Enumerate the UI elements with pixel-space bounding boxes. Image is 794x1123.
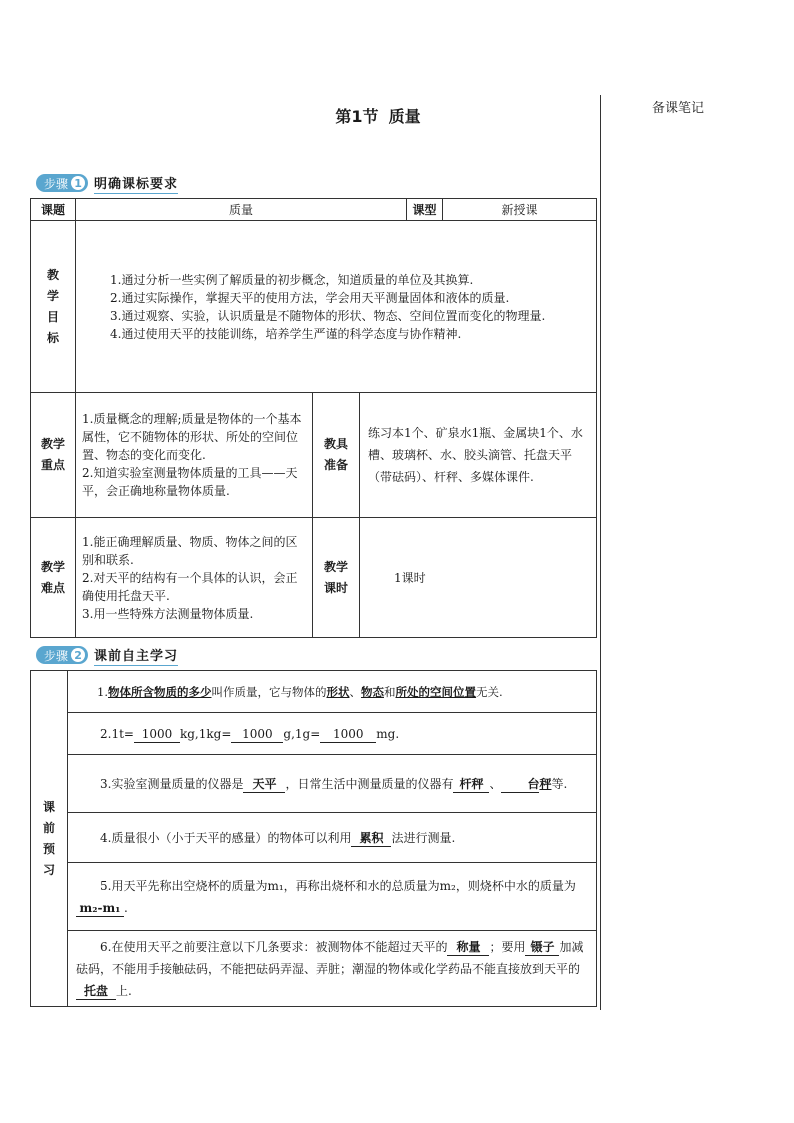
- topic-row: [31, 199, 597, 221]
- preview-row: [31, 713, 597, 755]
- hours-label: 教学 课时: [313, 518, 360, 638]
- topic-label: 课题: [31, 199, 76, 221]
- preview-label: 课 前 预 习: [31, 671, 68, 1007]
- type-value: 新授课: [443, 199, 597, 221]
- key-point-item: 1.质量概念的理解;质量是物体的一个基本属性，它不随物体的形状、所处的空间位置、物态的变化而变化.: [82, 412, 302, 462]
- answer-blank: 1000: [231, 726, 283, 743]
- question-1: 1.物体所含物质的多少叫作质量，它与物体的形状、物态和所处的空间位置无关.: [68, 671, 597, 713]
- step2-pill: [36, 646, 88, 664]
- question-6: 6.在使用天平之前要注意以下几条要求：被测物体不能超过天平的 称量 ；要用 镊子 加减砝码，不能用手接触砝码，不能把砝码弄湿、弄脏；潮湿的物体或化学药品不能直接放到天平的托盘 上.: [68, 931, 597, 1007]
- preview-row: [31, 863, 597, 931]
- step2-label: 课前自主学习: [94, 645, 178, 666]
- objectives-content: [76, 221, 597, 393]
- key-points-content: [76, 393, 313, 518]
- step1-heading: [36, 174, 178, 192]
- step2-heading: [36, 646, 178, 664]
- preview-table: [30, 670, 597, 1007]
- answer-blank: 托盘: [76, 983, 116, 1000]
- step2-number-badge: 2: [71, 648, 85, 662]
- objectives-row: [31, 221, 597, 393]
- answer-blank: 天平: [243, 776, 285, 793]
- objective-item: 3.通过观察、实验，认识质量是不随物体的形状、物态、空间位置而变化的物理量.: [110, 308, 546, 323]
- lesson-notes-label: 备课笔记: [652, 101, 705, 116]
- step1-pill-text: 步骤: [44, 176, 69, 191]
- preview-row: [31, 755, 597, 813]
- step1-label: 明确课标要求: [94, 173, 178, 194]
- difficult-item: 3.用一些特殊方法测量物体质量.: [82, 606, 254, 621]
- objective-item: 4.通过使用天平的技能训练，培养学生严谨的科学态度与协作精神.: [110, 326, 462, 341]
- preview-row: [31, 813, 597, 863]
- answer-blank: 1000: [134, 726, 180, 743]
- notes-divider: [600, 95, 601, 1010]
- answer-blank: 累积: [351, 830, 391, 847]
- answer-blank: 杆秤: [453, 776, 489, 793]
- difficult-item: 1.能正确理解质量、物质、物体之间的区别和联系.: [82, 534, 298, 567]
- step1-pill: [36, 174, 88, 192]
- tools-label: 教具 准备: [313, 393, 360, 518]
- tools-content: 练习本1个、矿泉水1瓶、金属块1个、水槽、玻璃杯、水、胶头滴管、托盘天平（带砝码）、杆秤、多媒体课件.: [360, 393, 597, 518]
- difficult-label: 教学 难点: [31, 518, 76, 638]
- step2-pill-text: 步骤: [44, 648, 69, 663]
- question-5: 5.用天平先称出空烧杯的质量为m₁，再称出烧杯和水的总质量为m₂，则烧杯中水的质量为m₂-m₁ .: [68, 863, 597, 931]
- curriculum-table: [30, 198, 597, 638]
- section-number: 第1节: [335, 107, 379, 126]
- question-4: 4.质量很小（小于天平的感量）的物体可以利用 累积 法进行测量.: [68, 813, 597, 863]
- objective-item: 1.通过分析一些实例了解质量的初步概念，知道质量的单位及其换算.: [110, 272, 474, 287]
- answer-blank: 镊子: [525, 939, 559, 956]
- page-title: [0, 104, 756, 127]
- preview-row: [31, 671, 597, 713]
- difficult-content: [76, 518, 313, 638]
- objective-item: 2.通过实际操作，掌握天平的使用方法，学会用天平测量固体和液体的质量.: [110, 290, 510, 305]
- answer-blank: 1000: [320, 726, 376, 743]
- answer-blank: m₂-m₁: [76, 900, 124, 917]
- topic-value: 质量: [76, 199, 407, 221]
- hours-value: 1课时: [360, 518, 597, 638]
- key-points-row: [31, 393, 597, 518]
- question-2: 2.1t= 1000 kg,1kg= 1000 g,1g= 1000 mg.: [68, 713, 597, 755]
- key-point-item: 2.知道实验室测量物体质量的工具——天平，会正确地称量物体质量.: [82, 466, 298, 498]
- section-name: 质量: [388, 107, 421, 126]
- step1-number-badge: 1: [71, 176, 85, 190]
- key-points-label: 教学 重点: [31, 393, 76, 518]
- objectives-label: 教 学 目 标: [31, 221, 76, 393]
- answer-blank: 台: [501, 776, 539, 793]
- type-label: 课型: [407, 199, 443, 221]
- question-3: 3.实验室测量质量的仪器是 天平 ，日常生活中测量质量的仪器有 杆秤 、 台秤等.: [68, 755, 597, 813]
- difficult-row: [31, 518, 597, 638]
- answer-blank: 称量: [447, 939, 489, 956]
- difficult-item: 2.对天平的结构有一个具体的认识，会正确使用托盘天平.: [82, 570, 298, 603]
- preview-row: [31, 931, 597, 1007]
